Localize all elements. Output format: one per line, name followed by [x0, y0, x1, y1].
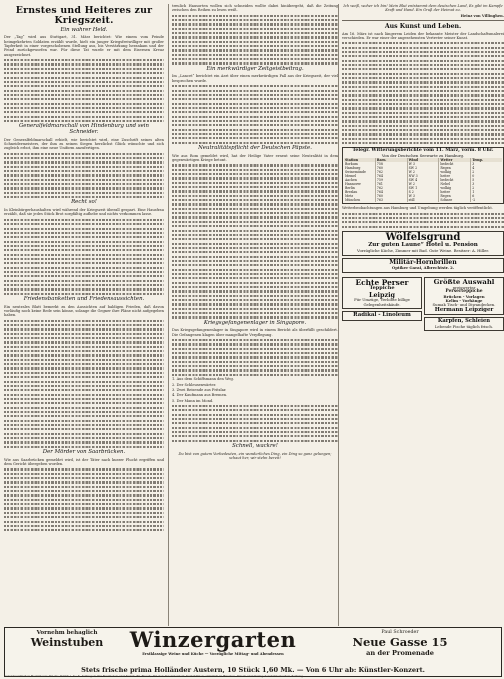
ad-title: Militär-Hornbrillen: [389, 258, 457, 266]
middle-column: [168, 4, 338, 626]
article-paragraph: Ein neutrales Blatt bemerkt zu den Aussichten auf baldigen Frieden, daß davon vorläufig noch keine Rede sein könne, solange die Gegner ihre Pläne nicht aufgegeben haben.: [4, 304, 164, 318]
table-cell: heiter: [439, 174, 471, 178]
table-cell: Schnee: [439, 198, 471, 202]
table-cell: still: [408, 198, 440, 202]
table-cell: NW 3: [408, 174, 440, 178]
table-cell: Hannover: [344, 182, 376, 186]
table-cell: Swinemünde: [344, 170, 376, 174]
table-cell: W 2: [408, 182, 440, 186]
ad-title: Echte Perser: [355, 277, 409, 287]
ad-owner: Paul Schroeder: [381, 630, 419, 635]
article-heading: Recht so!: [71, 199, 97, 206]
article-paragraph: Der Generalfeldmarschall erhielt, wie berichtet wird, eine Zuschrift seines alten Schneidermeisters, der ihm zu seinen Siegen herzlichst Glück wünschte und sich zugleich erbot, ihm eine neue Uniform anzufertigen.: [4, 137, 164, 151]
article-heading: Kriegsgefangenenlager in Singapore.: [203, 319, 307, 326]
article-paragraph: Der „Tag“ wird aus Stuttgart, 31. März berichtet: Wie einem vom Feinde heimgekehrten Soldaten erzählt wurde, hielt ein junger Kriegsfreiwilliger mit großer Tapferkeit in einer vorgeschobenen Stellung aus, bis Verstärkung herankam und der Feind zurückgeworfen war. Für diese Tat wurde er mit dem Eisernen Kreuz ausgezeichnet.: [4, 35, 164, 57]
table-cell: -2: [472, 198, 476, 203]
bottom-advertisement: [4, 627, 502, 677]
poem-title: Schnell, wackre!: [232, 442, 278, 449]
table-subtitle: Von der Deutschen Seewarte zu Hamburg.: [381, 153, 465, 159]
advertisement: [424, 277, 504, 316]
ad-headline: Winzergarten: [129, 627, 297, 652]
article-heading: Friedensbanketten und Friedensaussichten.: [23, 296, 145, 302]
table-row: [344, 198, 502, 202]
ad-text: Kelim - Vorhänge: [445, 298, 483, 303]
left-column: [4, 4, 164, 626]
article-heading: Ein merkwürdiger Zeitgeistbeitrag.: [206, 65, 304, 72]
table-cell: 2: [472, 170, 475, 175]
ad-kicker: Vornehm behaglich: [36, 630, 98, 636]
table-cell: wolkig: [439, 186, 471, 190]
table-cell: 0: [472, 174, 475, 179]
section-title: Ernstes und Heiteres zur Kriegszeit.: [15, 5, 153, 26]
table-cell: 5: [472, 178, 475, 183]
table-cell: bedeckt: [439, 178, 471, 182]
table-cell: Metz: [344, 194, 376, 198]
table-cell: W 3: [408, 162, 440, 166]
table-cell: SW 4: [408, 178, 440, 182]
article-paragraph: Wie aus Rom gemeldet wird, hat der Heilige Vater erneut seine Neutralität in dem gegenwärtigen Kriege betont.: [172, 153, 338, 162]
table-cell: SW 2: [408, 166, 440, 170]
ad-text: Brücken - Vorlagen: [443, 293, 485, 299]
table-title: Telegr. Witterungsberichte vom 11. März, vorm. 8 Uhr.: [352, 148, 494, 154]
table-cell: W 3: [408, 194, 440, 198]
table-cell: 760: [376, 166, 408, 170]
ad-subaddress: an der Promenade: [366, 649, 434, 657]
advertisement: [342, 311, 422, 321]
ad-text: Perserteppiche: [445, 289, 483, 295]
advertisement: [342, 258, 504, 273]
table-cell: 761: [376, 182, 408, 186]
ad-subtitle: Teppiche: [369, 285, 395, 292]
table-cell: 758: [376, 162, 408, 166]
table-cell: bedeckt: [439, 162, 471, 166]
table-cell: 764: [376, 190, 408, 194]
ad-address: Neue Gasse 15: [352, 635, 448, 649]
ad-title: Karpfen, Schleien: [437, 318, 491, 325]
ad-text: Lebende Fische täglich frisch.: [434, 323, 494, 329]
list-item: 1. Aus dem Schiffsmann den Weg.: [172, 377, 234, 382]
table-cell: 762: [376, 186, 408, 190]
article-heading: Generalfeldmarschall von Hindenburg und sein Schneider.: [19, 123, 149, 135]
table-cell: 764: [376, 174, 408, 178]
table-cell: heiter: [439, 190, 471, 194]
article-paragraph: Das Kriegsgefangenenlager in Singapore wird in einem Bericht als überfüllt geschildert. Die Gefangenen klagen über mangelhafte Verpflegung.: [172, 328, 338, 337]
table-cell: Memel: [344, 174, 376, 178]
ad-text: Optiker Garai, Albrechtstr. 2.: [391, 265, 455, 271]
advertisement: [424, 317, 504, 331]
list-item: 5. Der Mann im Mond.: [172, 398, 214, 403]
ad-text: Für Umzüge, Verlobte billige Gelegenheitskäufe.: [354, 297, 410, 307]
ad-text: Erstklassige Weine und Küche — Vorzügliche Mittag- und Abendessen: [142, 652, 284, 656]
ad-subtitle: Zur guten Laune“ Hotel u. Pension: [368, 242, 478, 249]
article-paragraph: Wetterbeobachtungen aus Hamburg und Umgebung werden täglich veröffentlicht.: [342, 206, 493, 211]
ad-text: Vorzügliche Küche, Zimmer mit Bad. Gute Weine. Besitzer: A. Hiller.: [357, 248, 489, 254]
table-cell: W 2: [408, 170, 440, 174]
ad-footer: Stets frische prima Holländer Austern, 10 Stück 1,60 Mk. — Von 6 Uhr ab: Künstler-Konzert.: [81, 666, 425, 674]
section-title: Aus Kunst und Leben.: [384, 23, 462, 31]
table-cell: 6: [472, 194, 475, 199]
list-item: 3. Zwei Reisende aus Fritzlar.: [172, 387, 227, 392]
signature: Heinz von Villinghen.: [460, 13, 504, 18]
table-cell: 4: [472, 166, 475, 171]
poem-text: Ich weiß, woher ich bin! Mein Blut entstammt dem deutschen Land, Es gibt im Kampfe Kraft und Hand. Ein Gruß der Heimat zu.: [343, 4, 503, 13]
table-cell: Regen: [439, 166, 471, 170]
table-cell: wolkig: [439, 170, 471, 174]
ad-title: Radikal - Linoleum: [353, 312, 411, 319]
article-paragraph: treulich Hausorten wollen sich schneiden wollte dabei hinübergeht, daß die Zeitung zwischen den Reihen zu lesen weiß.: [172, 4, 338, 13]
table-cell: 3: [472, 182, 475, 187]
table-cell: 3: [472, 162, 475, 167]
list-item: 2. Der Schleusenwärter.: [172, 382, 217, 387]
table-cell: 762: [376, 170, 408, 174]
weather-table: [342, 147, 504, 204]
ad-text: preiswerter: [452, 284, 476, 290]
table-cell: 1: [472, 190, 475, 195]
ad-footer: Hermann Leipziger: [434, 306, 494, 313]
table-header: Station Baro. Wind Wetter Temp.: [344, 158, 502, 162]
ad-title: Wölfelsgrund: [385, 231, 461, 243]
article-paragraph: Wie aus Saarbrücken gemeldet wird, ist der Täter nach kurzer Flucht ergriffen und dem Gericht übergeben worden.: [4, 457, 164, 467]
article-paragraph: Am 16. März ist nach längerem Leiden der bekannte Meister der Landschaftsmalerei verschieden. Er war einer der angesehensten Vertreter seiner Kunst.: [342, 31, 504, 40]
advertisement: [342, 277, 422, 310]
imprint-line: Verantwortlicher Redakteur: für die Politik i. V.: K. Schleger; für Feuilleton und Kunst: Fr. Fusch; für den Inseratenteil: Karl Köhler; sämtlich in Breslau. Druck und Verlag der Schlesischen Zeitung.: [4, 675, 304, 678]
table-cell: Borkum: [344, 162, 376, 166]
table-cell: Nebel: [439, 182, 471, 186]
advertisement: [342, 231, 504, 256]
table-cell: München: [344, 198, 376, 202]
ad-city: Leipzig: [369, 290, 395, 299]
poem-text: Du bist von gutem Vorbedeuten, ein wunderliches Ding, ein Ding so ganz gelungen; schaut her, wir stehn bereit!: [178, 451, 332, 460]
article-paragraph: In Kleinbürgerhaushalten wird während der Kriegszeit überall gespart. Eine Hausfrau erzählt, daß sie jedes Stück Brot sorgfältig aufhebe und nichts verkommen lasse.: [4, 208, 164, 217]
table-cell: Berlin: [344, 186, 376, 190]
table-cell: SW 1: [408, 186, 440, 190]
list-item: 4. Der Kaufmann aus Bremen.: [172, 393, 228, 398]
table-cell: Aachen: [344, 178, 376, 182]
ad-text: Sumak Tisch- und Diwandecken.: [432, 302, 496, 308]
ad-title: Größte Auswahl: [433, 277, 495, 286]
table-cell: Breslau: [344, 190, 376, 194]
table-cell: 759: [376, 178, 408, 182]
table-cell: Regen: [439, 194, 471, 198]
right-column: [338, 4, 504, 626]
table-cell: 763: [376, 198, 408, 202]
article-heading: Der Mörder von Saarbrücken.: [42, 449, 126, 456]
article-heading: Neutralitätspflicht der Deutschen Päpste.: [198, 144, 312, 151]
table-cell: S 2: [408, 190, 440, 194]
table-cell: Hamburg: [344, 166, 376, 170]
table-cell: 760: [376, 194, 408, 198]
article-heading: Ein wahrer Held.: [60, 26, 108, 33]
article-paragraph: Im „Lancet“ berichtet ein Arzt über einen merkwürdigen Fall aus der Kriegszeit, der viel besprochen wurde.: [172, 74, 338, 83]
ad-title: Weinstuben: [30, 636, 104, 649]
table-cell: 2: [472, 186, 475, 191]
